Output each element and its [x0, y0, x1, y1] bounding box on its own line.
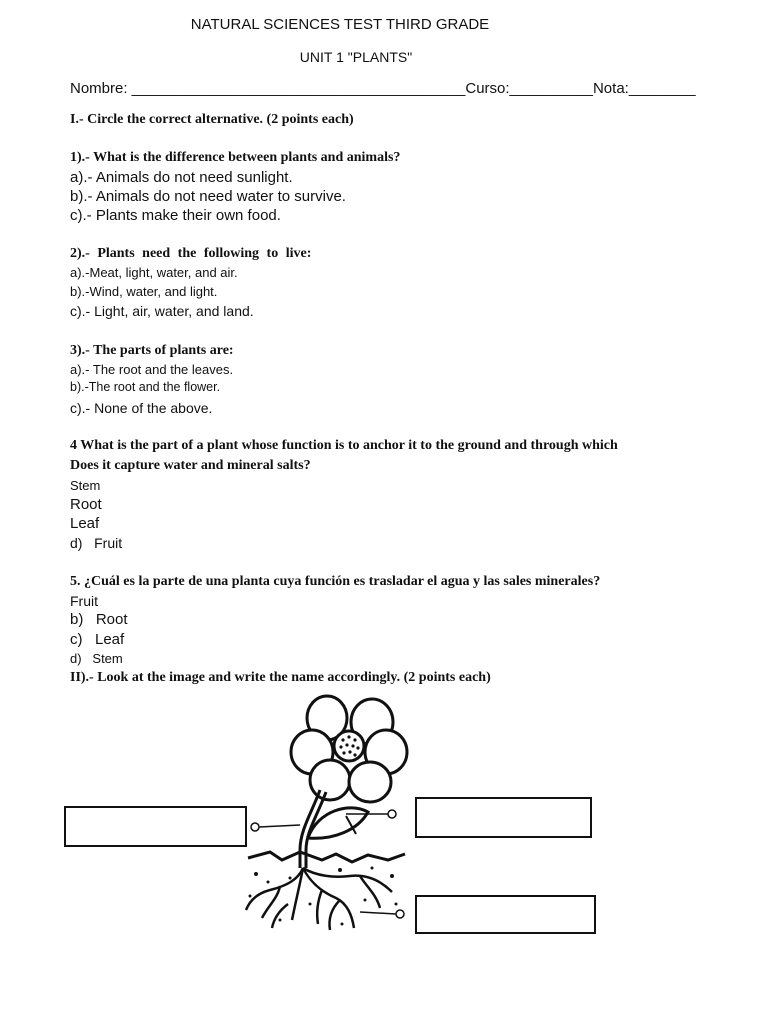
q1-option-a: a).- Animals do not need sunlight. [70, 169, 293, 186]
q1-question: 1).- What is the difference between plants and animals? [70, 150, 401, 165]
q4-option-3: Leaf [70, 515, 100, 532]
test-title: NATURAL SCIENCES TEST THIRD GRADE [190, 16, 490, 33]
q5-question: 5. ¿Cuál es la parte de una planta cuya función es trasladar el agua y las sales minerales? [70, 574, 601, 589]
q3-option-c: c).- None of the above. [70, 400, 213, 416]
q5-option-1: Fruit [70, 593, 98, 609]
q2-question: 2).- Plants need the following to live: [70, 246, 312, 261]
q2-option-b: b).-Wind, water, and light. [70, 284, 218, 299]
q4-option-2: Root [70, 496, 102, 513]
student-info-line: Nombre: ________________________________________Curso:__________Nota:________ [70, 80, 696, 97]
leaf [308, 808, 368, 838]
q4-option-1: Stem [70, 478, 101, 493]
q2-option-c: c).- Light, air, water, and land. [70, 303, 254, 319]
unit-title: UNIT 1 "PLANTS" [299, 49, 413, 65]
q2-option-a: a).-Meat, light, water, and air. [70, 265, 238, 280]
q3-option-b: b).-The root and the flower. [70, 380, 221, 394]
flower-petals [291, 696, 407, 802]
roots [246, 868, 392, 930]
section1-heading: I.- Circle the correct alternative. (2 points each) [70, 112, 354, 127]
answer-box-left[interactable] [64, 806, 247, 847]
stem [300, 790, 326, 868]
section2-heading: II).- Look at the image and write the name accordingly. (2 points each) [70, 670, 491, 685]
q1-option-b: b).- Animals do not need water to survive. [70, 188, 346, 205]
q5-option-2: b) Root [70, 611, 128, 628]
answer-box-top-right[interactable] [415, 797, 592, 838]
q5-option-3: c) Leaf [70, 631, 125, 648]
flower-center [334, 731, 364, 761]
q1-option-c: c).- Plants make their own food. [70, 207, 281, 224]
q3-question: 3).- The parts of plants are: [70, 343, 234, 358]
q4-question-line2: Does it capture water and mineral salts? [70, 458, 311, 473]
soil [248, 852, 405, 862]
q4-question-line1: 4 What is the part of a plant whose function is to anchor it to the ground and through which [70, 438, 618, 453]
q3-option-a: a).- The root and the leaves. [70, 362, 234, 377]
flower-center-dots [339, 735, 359, 756]
answer-box-bottom-right[interactable] [415, 895, 596, 934]
soil-specks [249, 867, 398, 926]
q4-option-4: d) Fruit [70, 535, 123, 551]
q5-option-4: d) Stem [70, 651, 123, 666]
pointer-lines [251, 810, 404, 918]
